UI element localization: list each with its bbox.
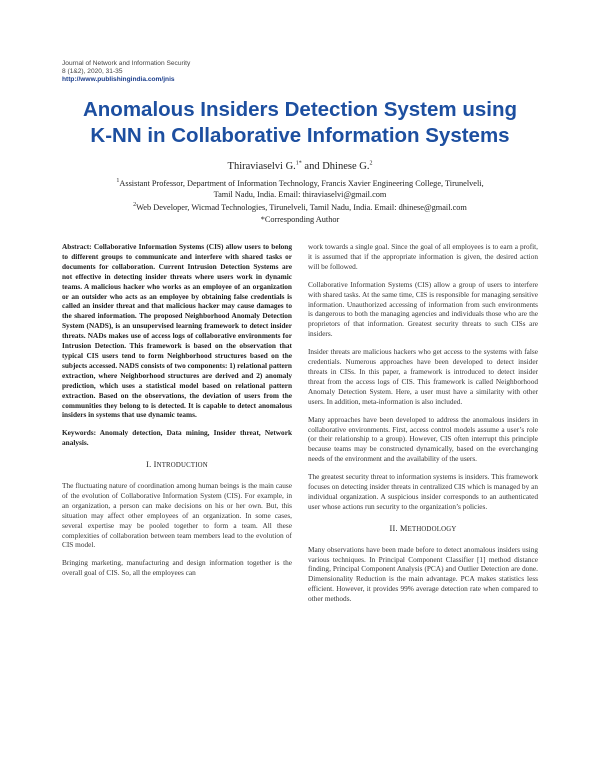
journal-name: Journal of Network and Information Security (62, 60, 191, 67)
author-and: and (301, 161, 323, 172)
aff2-sup: 2 (133, 202, 137, 209)
title-line-2: K-NN in Collaborative Information Systems (90, 124, 510, 147)
right-paragraph-5: The greatest security threat to information systems is insiders. This framework focuses on detecting insider threats in centralized CIS which is managed by an individual organization. A suspicious insider corresponds to an authenticated user whose actions run security to the organization’s policies. (308, 472, 538, 511)
methodology-paragraph-1: Many observations have been made before to detect anomalous insiders using various techniques. In Principal Component Classifier [1] method distance finding, Principal Component Analysis (PCA) and Outlier Detection are done. Dimensionality Reduction is the main advantage. PCA makes statistics less efficient. However, it provides 99% average detection rate when compared to other methods. (308, 544, 538, 604)
section-heading-introduction: I. INTRODUCTION (146, 460, 208, 470)
aff2-line: Web Developer, Wicmad Technologies, Tirunelveli, Tamil Nadu, India. Email: dhinese@gmail.com (136, 203, 467, 212)
right-column (308, 242, 538, 612)
keywords: Keywords: Anomaly detection, Data mining, Insider threat, Network analysis. (62, 428, 292, 448)
author-list (40, 160, 560, 173)
right-paragraph-1: work towards a single goal. Since the goal of all employees is to earn a profit, it is assumed that if the appropriate information is given, the desired action will be followed. (308, 242, 538, 271)
section-heading-methodology: II. METHODOLOGY (389, 523, 457, 533)
aff1-line2: Tamil Nadu, India. Email: thiraviaselvi@gmail.com (213, 190, 387, 199)
aff1-sup: 1 (116, 178, 120, 185)
aff1-line1: Assistant Professor, Department of Information Technology, Francis Xavier Engineering College, Tirunelveli, (119, 179, 484, 188)
affiliation-2 (40, 202, 560, 213)
author-2: Dhinese G. (322, 161, 370, 172)
right-paragraph-2: Collaborative Information Systems (CIS) allow a group of users to interfere with shared tasks. At the same time, CIS is responsible for managing sensitive information. Unauthorized accessing of information from such environments is dangerous to both the managing agencies and individuals those who are the proprietors of that information. Greatest security threats to such CISs are insiders. (308, 279, 538, 339)
paper-title (40, 97, 560, 149)
left-column (62, 242, 292, 586)
title-line-1: Anomalous Insiders Detection System using (82, 98, 517, 121)
journal-url[interactable]: http://www.publishingindia.com/jnis (62, 76, 175, 83)
right-paragraph-4: Many approaches have been developed to address the anomalous insiders in collaborative environments. First, access control models assume a user’s role (or their relationship to a group). However, CIS often interrupt this principle because teams may be constructed dynamically, based on the everchanging needs of the environment and the availability of the users. (308, 414, 538, 464)
journal-header (62, 60, 190, 84)
author-2-sup: 2 (369, 160, 373, 167)
intro-paragraph-1: The fluctuating nature of coordination among human beings is the main cause of the evolution of Collaborative Information System (CIS). For example, in an organization, a person can make decisions on his or her own. But, this situation may affect other employees of an organization. In some cases, several expertise may be pooled together to form a team. All these complexities of collaboration between team members lead to the evolution of CIS model. (62, 481, 292, 550)
intro-paragraph-2: Bringing marketing, manufacturing and design information together is the overall goal of CIS. So, all the employees can (62, 558, 292, 578)
affiliation-1 (40, 178, 560, 200)
right-paragraph-3: Insider threats are malicious hackers who get access to the systems with false credentials. Numerous approaches have been developed to detect insider threats in CISs. In this paper, a framework is introduced to detect insider threat from the access logs of CIS. This framework is called Neighborhood Anomaly Detection System. Here, a user must have a similarity with other users. In addition, meta-information is also included. (308, 347, 538, 406)
journal-volume: 8 (1&2), 2020, 31-35 (62, 68, 123, 75)
abstract: Abstract: Collaborative Information Systems (CIS) allow users to belong to different groups to communicate and interfere with shared tasks or documents for collaboration. Current Intrusion Detection Systems are not effective in detecting insider threats where users work in dynamic teams. A malicious hacker who works as an employee of an organization or an outsider who acts as an employee by obtaining false credentials is called an insider threat and that malicious hacker may cause damages to the shared information. The proposed Neighborhood Anomaly Detection System (NADS), is an unsupervised learning framework to detect insider threats. NADs makes use of access logs of collaborative environments for Intrusion Detection. This framework is based on the observation that typical CIS users tend to form Neighborhood structures based on the subjects accessed. NADS consists of two components: 1) relational pattern extraction, where Neighborhood structures are derived and 2) anomaly prediction, which uses a statistical model based on relational pattern extraction. Based on the observations, the deviation of users from the communities they belong to is detected. It is capable to detect anomalous insiders in systems that use dynamic teams. (62, 242, 292, 420)
author-1-sup: 1* (295, 160, 302, 167)
author-1: Thiraviaselvi G. (227, 161, 296, 172)
corresponding-author: *Corresponding Author (260, 215, 340, 224)
